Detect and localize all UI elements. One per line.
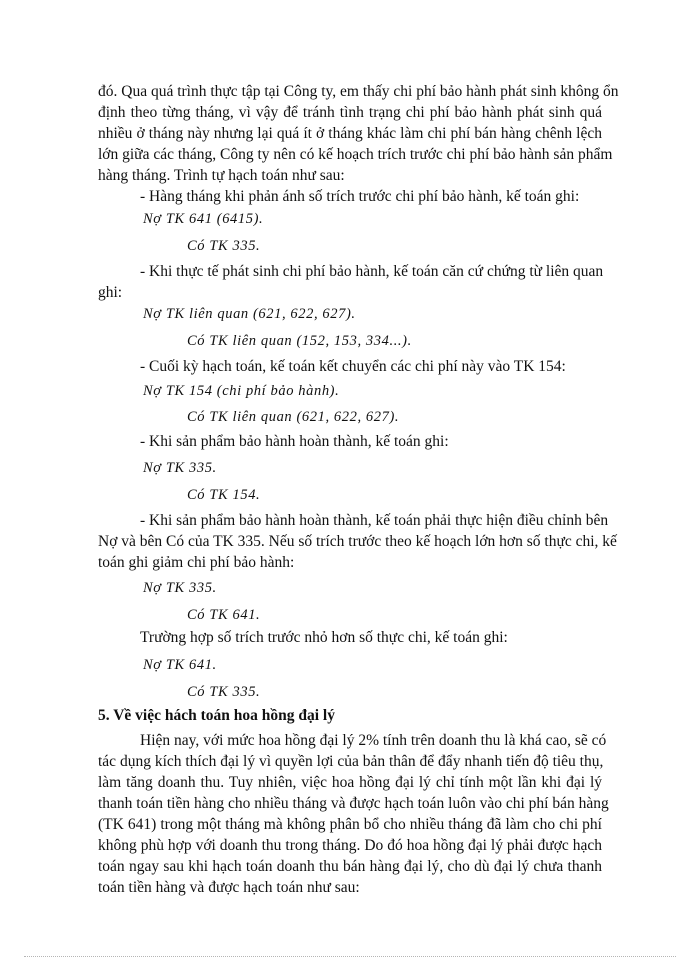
list-item: - Khi thực tế phát sinh chi phí bảo hành, kế toán căn cứ chứng từ liên quan	[140, 263, 604, 280]
journal-entry-credit: Có TK 335.	[187, 684, 261, 700]
journal-entry-credit: Có TK 335.	[187, 238, 261, 254]
list-item: - Khi sản phẩm bảo hành hoàn thành, kế toán phải thực hiện điều chỉnh bên	[140, 512, 609, 529]
journal-entry-credit: Có TK 154.	[187, 487, 261, 503]
paragraph-line: nhiều ở tháng này nhưng lại quá ít ở tháng khác làm chi phí bán hàng chênh lệch	[98, 125, 602, 142]
list-item: - Hàng tháng khi phản ánh số trích trước chi phí bảo hành, kế toán ghi:	[140, 188, 580, 205]
journal-entry-credit: Có TK 641.	[187, 607, 261, 623]
journal-entry-debit: Nợ TK liên quan (621, 622, 627).	[143, 306, 356, 322]
page-bottom-border	[24, 956, 676, 957]
paragraph-line: tác dụng kích thích đại lý vì quyền lợi của bản thân để đẩy nhanh tiến độ tiêu thụ,	[98, 753, 604, 770]
paragraph-line: định theo từng tháng, vì vậy để tránh tình trạng chi phí bảo hành phát sinh quá	[98, 104, 602, 121]
paragraph-line: toán ngay sau khi hạch toán doanh thu bán hàng đại lý, cho dù đại lý chưa thanh	[98, 858, 602, 875]
journal-entry-debit: Nợ TK 335.	[143, 580, 217, 596]
paragraph-line: lớn giữa các tháng, Công ty nên có kế hoạch trích trước chi phí bảo hành sản phẩm	[98, 146, 613, 163]
journal-entry-credit: Có TK liên quan (152, 153, 334...).	[187, 333, 412, 349]
journal-entry-credit: Có TK liên quan (621, 622, 627).	[187, 409, 400, 425]
journal-entry-debit: Nợ TK 154 (chi phí bảo hành).	[143, 383, 340, 399]
list-item-continuation: ghi:	[98, 284, 123, 301]
journal-entry-debit: Nợ TK 641 (6415).	[143, 211, 264, 227]
paragraph-line: Hiện nay, với mức hoa hồng đại lý 2% tính trên doanh thu là khá cao, sẽ có	[140, 732, 607, 749]
list-item-continuation: Nợ và bên Có của TK 335. Nếu số trích trước theo kế hoạch lớn hơn số thực chi, kế	[98, 533, 617, 550]
paragraph-line: không phù hợp với doanh thu trong tháng. Do đó hoa hồng đại lý phải được hạch	[98, 837, 602, 854]
journal-entry-debit: Nợ TK 335.	[143, 460, 217, 476]
paragraph-line: đó. Qua quá trình thực tập tại Công ty, em thấy chi phí bảo hành phát sinh không ổn	[98, 83, 619, 100]
list-item: Trường hợp số trích trước nhỏ hơn số thực chi, kế toán ghi:	[140, 629, 508, 646]
section-heading: 5. Về việc hách toán hoa hồng đại lý	[98, 707, 335, 724]
paragraph-line: làm tăng doanh thu. Tuy nhiên, việc hoa hồng đại lý chỉ tính một lần khi đại lý	[98, 774, 602, 791]
journal-entry-debit: Nợ TK 641.	[143, 657, 217, 673]
list-item: - Cuối kỳ hạch toán, kế toán kết chuyển các chi phí này vào TK 154:	[140, 358, 566, 375]
paragraph-line: toán tiền hàng và được hạch toán như sau:	[98, 879, 360, 896]
list-item: - Khi sản phẩm bảo hành hoàn thành, kế toán ghi:	[140, 433, 449, 450]
paragraph-line: thanh toán tiền hàng cho nhiều tháng và được hạch toán luôn vào chi phí bán hàng	[98, 795, 609, 812]
list-item-continuation: toán ghi giảm chi phí bảo hành:	[98, 554, 295, 571]
paragraph-line: (TK 641) trong một tháng mà không phân bổ cho nhiều tháng đã làm cho chi phí	[98, 816, 602, 833]
paragraph-line: hàng tháng. Trình tự hạch toán như sau:	[98, 167, 345, 184]
